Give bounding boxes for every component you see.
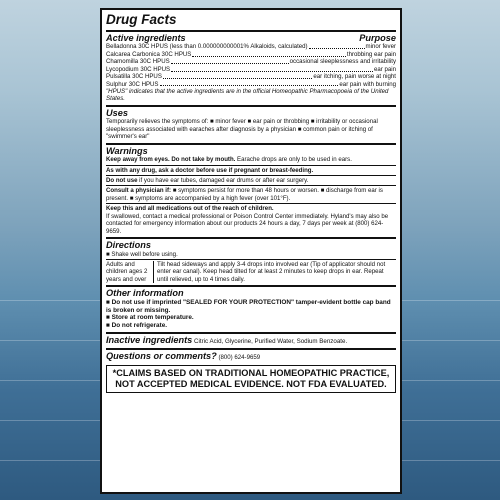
ingredient-row (106, 81, 396, 88)
ingredient-purpose: ear pain (373, 65, 396, 73)
warning-pregnant: As with any drug, ask a doctor before use if pregnant or breast-feeding. (106, 166, 314, 174)
ingredient-purpose: ear itching, pain worse at night (313, 73, 396, 81)
other-info-heading: Other information (106, 288, 184, 299)
ingredient-name: Lycopodium 30C HPUS (106, 65, 171, 73)
ingredient-row (106, 43, 396, 50)
warning-consult: Consult a physician if: ■ symptoms persist for more than 48 hours or worsen. ■ discharge from ear is present. ■ symptoms are accompanied by a high fever (over 101°F). (106, 187, 383, 202)
ingredient-purpose: ear pain with burning (339, 80, 396, 88)
ingredient-name: Chamomilla 30C HPUS (106, 58, 170, 66)
dot-leader (163, 73, 312, 79)
uses-heading: Uses (106, 107, 128, 118)
dot-leader (192, 51, 346, 57)
other-info-refrigerate: ■ Do not refrigerate. (106, 322, 168, 330)
other-info-seal: ■ Do not use if imprinted "SEALED FOR YOUR PROTECTION" tamper-evident bottle cap band is broken or missing. (106, 298, 391, 314)
active-ingredients-header (106, 33, 396, 44)
drug-facts-panel (100, 8, 402, 494)
dot-leader (171, 66, 373, 72)
ingredient-row (106, 58, 396, 65)
dot-leader (171, 58, 289, 64)
ingredient-name: Pulsatilla 30C HPUS (106, 73, 162, 81)
ingredient-name: Calcarea Carbonica 30C HPUS (106, 50, 192, 58)
drug-facts-title: Drug Facts (106, 12, 177, 27)
hpus-note: "HPUS" indicates that the active ingredients are in the official Homeopathic Pharmacopoeia of the United States. (106, 87, 389, 103)
ingredient-purpose: occasional sleeplessness and irritability (289, 58, 396, 66)
warning-swallowed: If swallowed, contact a medical professional or Poison Control Center immediately. Hyland's may also be contacted for emergency information about our products 24 hours a day, 7 days per week at (800) 624-9659. (106, 212, 389, 235)
claims-disclaimer: *CLAIMS BASED ON TRADITIONAL HOMEOPATHIC PRACTICE, NOT ACCEPTED MEDICAL EVIDENCE. NOT FDA EVALUATED. (106, 365, 396, 393)
ingredient-purpose: throbbing ear pain (346, 50, 396, 58)
uses-text: Temporarily relieves the symptoms of: ■ minor fever ■ ear pain or throbbing ■ irritability or occasional sleeplessness associated with earaches after diagnosis by a physician ■ common pain or itching of "swimmer's ear" (106, 118, 378, 141)
other-info-store: ■ Store at room temperature. (106, 314, 194, 322)
purpose-heading: Purpose (359, 32, 396, 43)
directions-table (106, 261, 396, 283)
warnings-heading: Warnings (106, 145, 148, 156)
ingredient-list (106, 43, 396, 88)
ingredient-row (106, 73, 396, 80)
warning-keep-away: Keep away from eyes. Do not take by mouth. Earache drops are only to be used in ears. (106, 156, 352, 164)
ingredient-name: Belladonna 30C HPUS (less than 0.000000000001% Alkaloids, calculated) (106, 43, 308, 51)
ingredient-row (106, 66, 396, 73)
ingredient-name: Sulphur 30C HPUS (106, 80, 159, 88)
inactive-ingredients: Inactive ingredients Citric Acid, Glycerine, Purified Water, Sodium Benzoate. (106, 335, 348, 346)
ingredient-purpose: minor fever (365, 43, 396, 51)
directions-how: Tilt head sideways and apply 3-4 drops into involved ear (Tip of applicator should not enter ear canal). Keep head tilted for at least 2 minutes to keep drops in ear. Repeat until relieved, up to 4 times daily. (157, 261, 386, 283)
active-ingredients-heading: Active ingredients (106, 32, 186, 43)
questions-line: Questions or comments? (800) 624-9659 (106, 350, 261, 361)
dot-leader (160, 81, 339, 87)
warning-children: Keep this and all medications out of the reach of children. (106, 205, 274, 213)
warning-do-not-use: Do not use if you have ear tubes, damaged ear drums or after ear surgery. (106, 177, 309, 185)
dot-leader (309, 43, 365, 49)
directions-who: Adults and children ages 2 years and over (106, 261, 154, 283)
directions-heading: Directions (106, 240, 151, 251)
directions-shake: ■ Shake well before using. (106, 250, 178, 258)
ingredient-row (106, 51, 396, 58)
